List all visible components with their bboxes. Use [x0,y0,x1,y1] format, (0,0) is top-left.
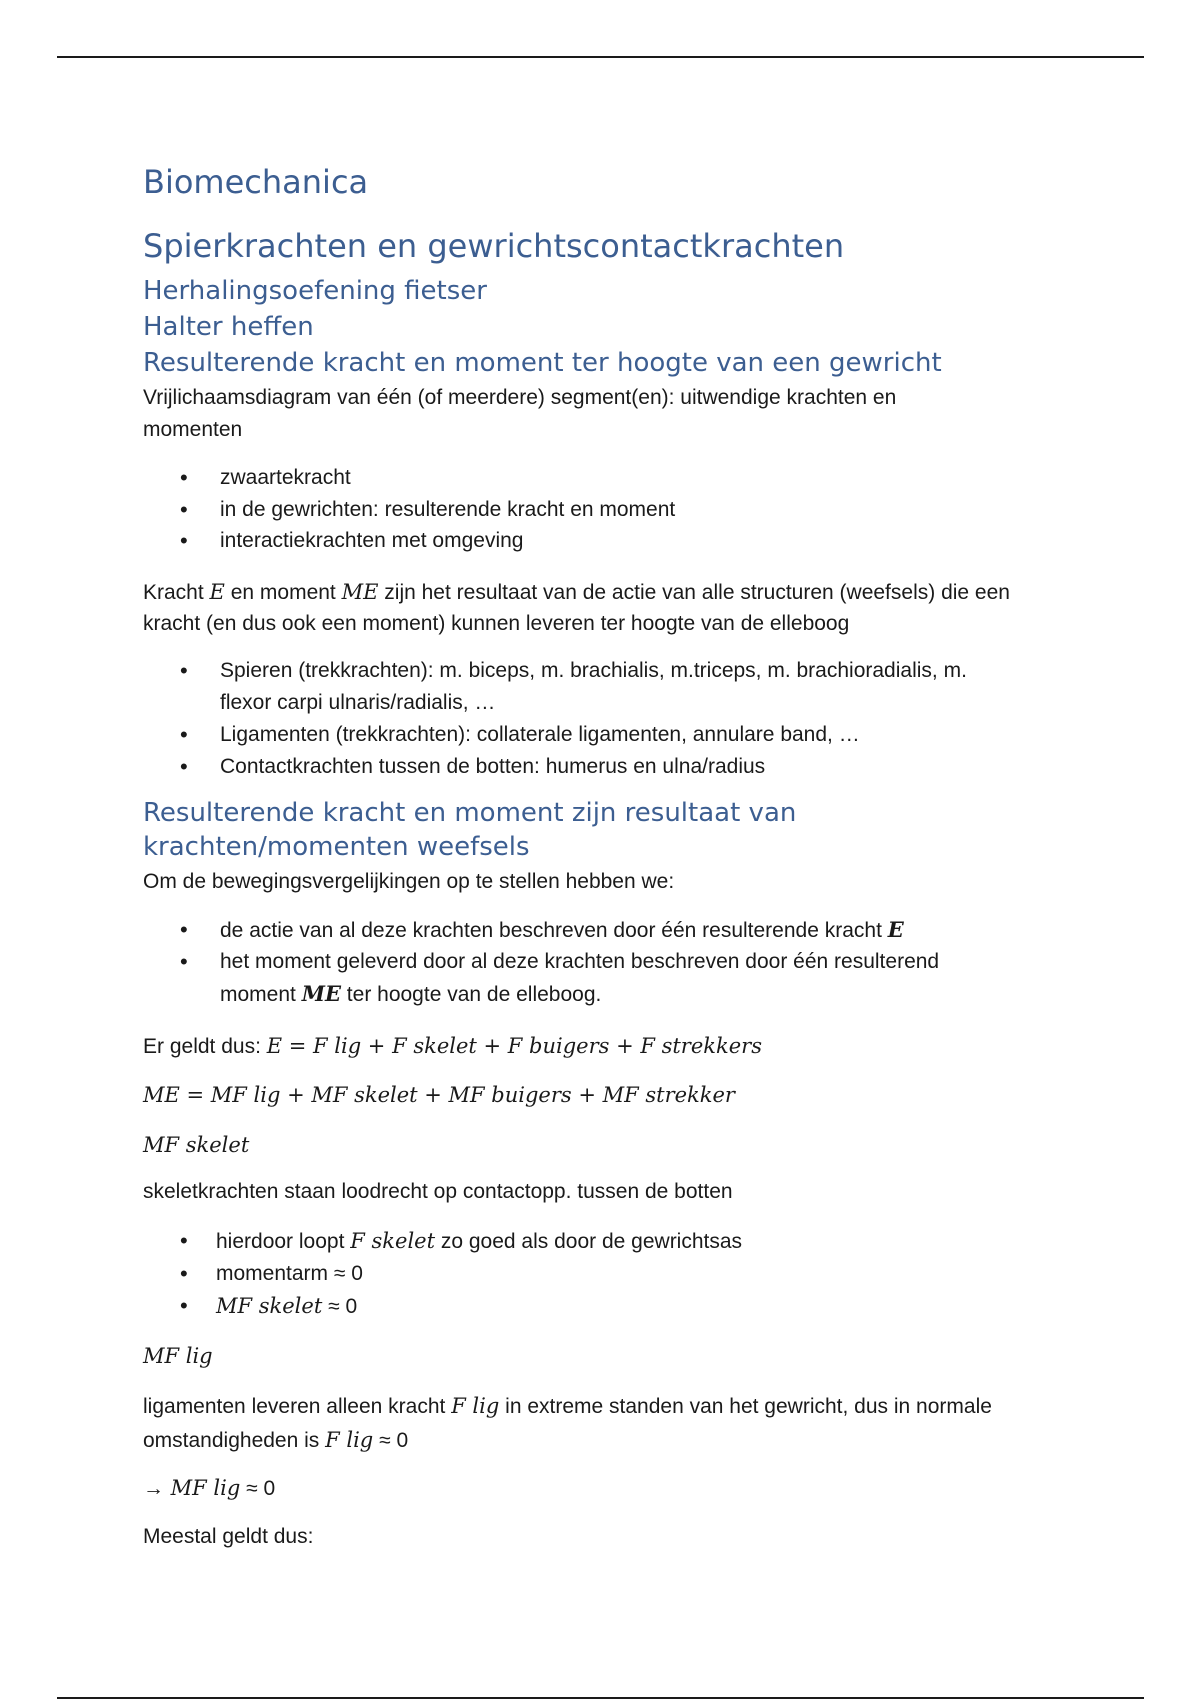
list-item-continuation: flexor carpi ulnaris/radialis, … [220,691,496,714]
paragraph-vrijlichaam-l1: Vrijlichaamsdiagram van één (of meerdere) segment(en): uitwendige krachten en [143,386,897,409]
math-me: ME [341,580,379,604]
header-rule [57,56,1144,58]
paragraph-ligamenten: ligamenten leveren alleen kracht F lig in extreme standen van het gewricht, dus in normale [143,1394,992,1418]
paragraph-kracht-e-l2: kracht (en dus ook een moment) kunnen leveren ter hoogte van de elleboog [143,612,850,635]
section-title: Spierkrachten en gewrichtscontactkrachten [143,227,845,265]
paragraph-kracht-e: Kracht E en moment ME zijn het resultaat van de actie van alle structuren (weefsels) die een [143,580,1010,604]
arrow-mf-lig: → MF lig ≈ 0 [143,1476,276,1500]
subheading-halter: Halter heffen [143,312,314,342]
subheading-weefsels-l2: krachten/momenten weefsels [143,832,530,862]
paragraph-skeletkrachten: skeletkrachten staan loodrecht op contactopp. tussen de botten [143,1180,733,1203]
paragraph-ligamenten-l2: omstandigheden is F lig ≈ 0 [143,1428,409,1452]
subheading-weefsels-l1: Resulterende kracht en moment zijn resultaat van [143,798,797,828]
heading-mf-skelet: MF skelet [143,1133,250,1157]
paragraph-vrijlichaam-l2: momenten [143,418,243,441]
list-item-continuation: moment ME ter hoogte van de elleboog. [220,981,602,1006]
math-e: E [209,580,225,604]
math-me-bold: ME [301,981,341,1006]
document-title: Biomechanica [143,163,369,201]
equation-me: ME = MF lig + MF skelet + MF buigers + MF strekker [143,1083,735,1107]
paragraph-meestal: Meestal geldt dus: [143,1525,314,1548]
footer-rule [57,1697,1144,1699]
equation-e: Er geldt dus: E = F lig + F skelet + F buigers + F strekkers [143,1034,762,1058]
heading-mf-lig: MF lig [143,1344,213,1368]
paragraph-bewegingsvergelijkingen: Om de bewegingsvergelijkingen op te stellen hebben we: [143,870,675,893]
math-e-bold: E [887,917,904,942]
subheading-fietser: Herhalingsoefening fietser [143,276,487,306]
subheading-resulterende-kracht: Resulterende kracht en moment ter hoogte van een gewricht [143,348,942,378]
